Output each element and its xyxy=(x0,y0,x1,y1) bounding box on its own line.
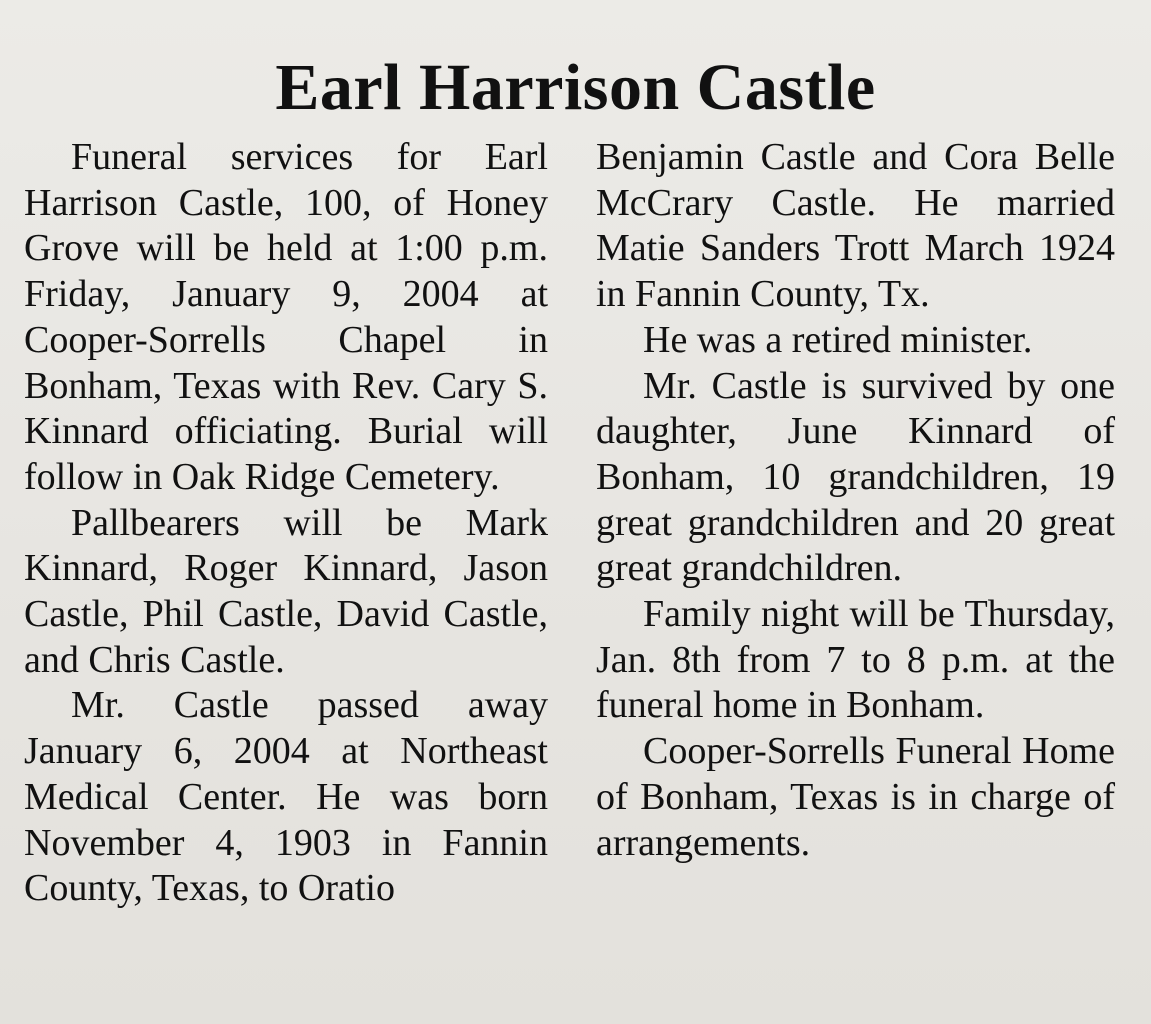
paragraph-funeral-services: Funeral services for Earl Harrison Castle, 100, of Honey Grove will be held at 1:00 p.m. Friday, January 9, 2004 at Cooper-Sorrells Chapel in Bonham, Texas with Rev. Cary S. Kinnard officiating. Burial will follow in Oak Ridge Cemetery. xyxy=(24,136,548,498)
paragraph-occupation: He was a retired minister. xyxy=(643,318,1033,361)
paragraph-pallbearers: Pallbearers will be Mark Kinnard, Roger Kinnard, Jason Castle, Phil Castle, David Castle, and Chris Castle. xyxy=(24,501,548,681)
paragraph-family-night: Family night will be Thursday, Jan. 8th from 7 to 8 p.m. at the funeral home in Bonham. xyxy=(596,593,1115,727)
paragraph-passing-and-birth: Mr. Castle passed away January 6, 2004 at Northeast Medical Center. He was born November 4, 1903 in Fannin County, Texas, to Oratio xyxy=(24,684,548,910)
obituary-title: Earl Harrison Castle xyxy=(275,51,876,124)
right-column xyxy=(596,135,1115,866)
paragraph-arrangements: Cooper-Sorrells Funeral Home of Bonham, Texas is in charge of arrangements. xyxy=(596,730,1115,864)
left-column xyxy=(24,135,548,912)
paragraph-parents-and-marriage: Benjamin Castle and Cora Belle McCrary Castle. He married Matie Sanders Trott March 1924 in Fannin County, Tx. xyxy=(596,136,1115,316)
paragraph-survivors: Mr. Castle is survived by one daughter, June Kinnard of Bonham, 10 grandchildren, 19 great grandchildren and 20 great great grandchildren. xyxy=(596,364,1115,590)
